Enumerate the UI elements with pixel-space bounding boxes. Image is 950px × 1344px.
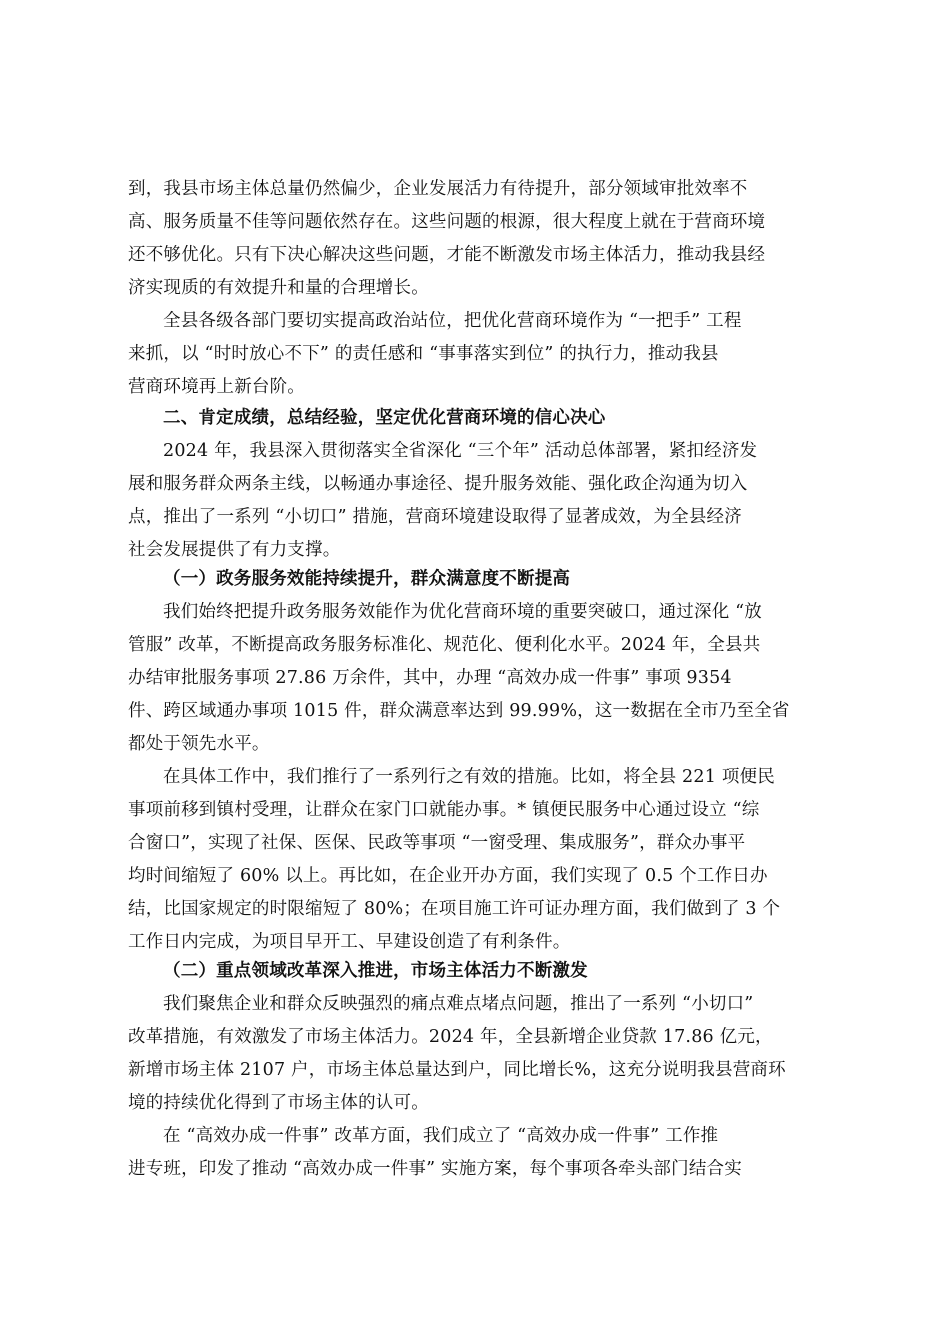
body-text-line: 社会发展提供了有力支撑。 xyxy=(128,540,341,560)
paragraph-first-line: 在具体工作中，我们推行了一系列行之有效的措施。比如，将全县 221 项便民 xyxy=(163,767,775,787)
body-text-line: 营商环境再上新台阶。 xyxy=(128,377,305,397)
section-heading: 二、肯定成绩，总结经验，坚定优化营商环境的信心决心 xyxy=(163,408,606,428)
body-text-line: 件、跨区域通办事项 1015 件，群众满意率达到 99.99%，这一数据在全市乃至全省 xyxy=(128,701,790,721)
paragraph-first-line: 我们聚焦企业和群众反映强烈的痛点难点堵点问题，推出了一系列 “小切口” xyxy=(163,994,754,1014)
body-text-line: 高、服务质量不佳等问题依然存在。这些问题的根源，很大程度上就在于营商环境 xyxy=(128,212,766,232)
body-text-line: 工作日内完成，为项目早开工、早建设创造了有利条件。 xyxy=(128,932,571,952)
body-text-line: 合窗口”，实现了社保、医保、民政等事项 “一窗受理、集成服务”，群众办事平 xyxy=(128,833,746,853)
paragraph-first-line: 全县各级各部门要切实提高政治站位，把优化营商环境作为 “一把手” 工程 xyxy=(163,311,742,331)
body-text-line: 办结审批服务事项 27.86 万余件，其中，办理 “高效办成一件事” 事项 9354 xyxy=(128,668,732,688)
body-text-line: 事项前移到镇村受理，让群众在家门口就能办事。* 镇便民服务中心通过设立 “综 xyxy=(128,800,760,820)
body-text-line: 进专班，印发了推动 “高效办成一件事” 实施方案，每个事项各牵头部门结合实 xyxy=(128,1159,742,1179)
paragraph-first-line: 2024 年，我县深入贯彻落实全省深化 “三个年” 活动总体部署，紧扣经济发 xyxy=(163,441,758,461)
paragraph-first-line: 我们始终把提升政务服务效能作为优化营商环境的重要突破口，通过深化 “放 xyxy=(163,602,763,622)
body-text-line: 还不够优化。只有下决心解决这些问题，才能不断激发市场主体活力，推动我县经 xyxy=(128,245,766,265)
paragraph-first-line: 在 “高效办成一件事” 改革方面，我们成立了 “高效办成一件事” 工作推 xyxy=(163,1126,719,1146)
body-text-line: 都处于领先水平。 xyxy=(128,734,270,754)
subsection-heading: （二）重点领域改革深入推进，市场主体活力不断激发 xyxy=(163,961,588,981)
body-text-line: 新增市场主体 2107 户，市场主体总量达到户，同比增长%，这充分说明我县营商环 xyxy=(128,1060,786,1080)
body-text-line: 来抓，以 “时时放心不下” 的责任感和 “事事落实到位” 的执行力，推动我县 xyxy=(128,344,719,364)
body-text-line: 到，我县市场主体总量仍然偏少，企业发展活力有待提升，部分领域审批效率不 xyxy=(128,179,748,199)
body-text-line: 展和服务群众两条主线，以畅通办事途径、提升服务效能、强化政企沟通为切入 xyxy=(128,474,748,494)
body-text-line: 管服” 改革，不断提高政务服务标准化、规范化、便利化水平。2024 年，全县共 xyxy=(128,635,761,655)
body-text-line: 境的持续优化得到了市场主体的认可。 xyxy=(128,1093,429,1113)
body-text-line: 结，比国家规定的时限缩短了 80%；在项目施工许可证办理方面，我们做到了 3 个 xyxy=(128,899,781,919)
body-text-line: 点，推出了一系列 “小切口” 措施，营商环境建设取得了显著成效，为全县经济 xyxy=(128,507,742,527)
body-text-line: 改革措施，有效激发了市场主体活力。2024 年，全县新增企业贷款 17.86 亿元， xyxy=(128,1027,773,1047)
body-text-line: 济实现质的有效提升和量的合理增长。 xyxy=(128,278,429,298)
subsection-heading: （一）政务服务效能持续提升，群众满意度不断提高 xyxy=(163,569,571,589)
body-text-line: 均时间缩短了 60% 以上。再比如，在企业开办方面，我们实现了 0.5 个工作日办 xyxy=(128,866,768,886)
